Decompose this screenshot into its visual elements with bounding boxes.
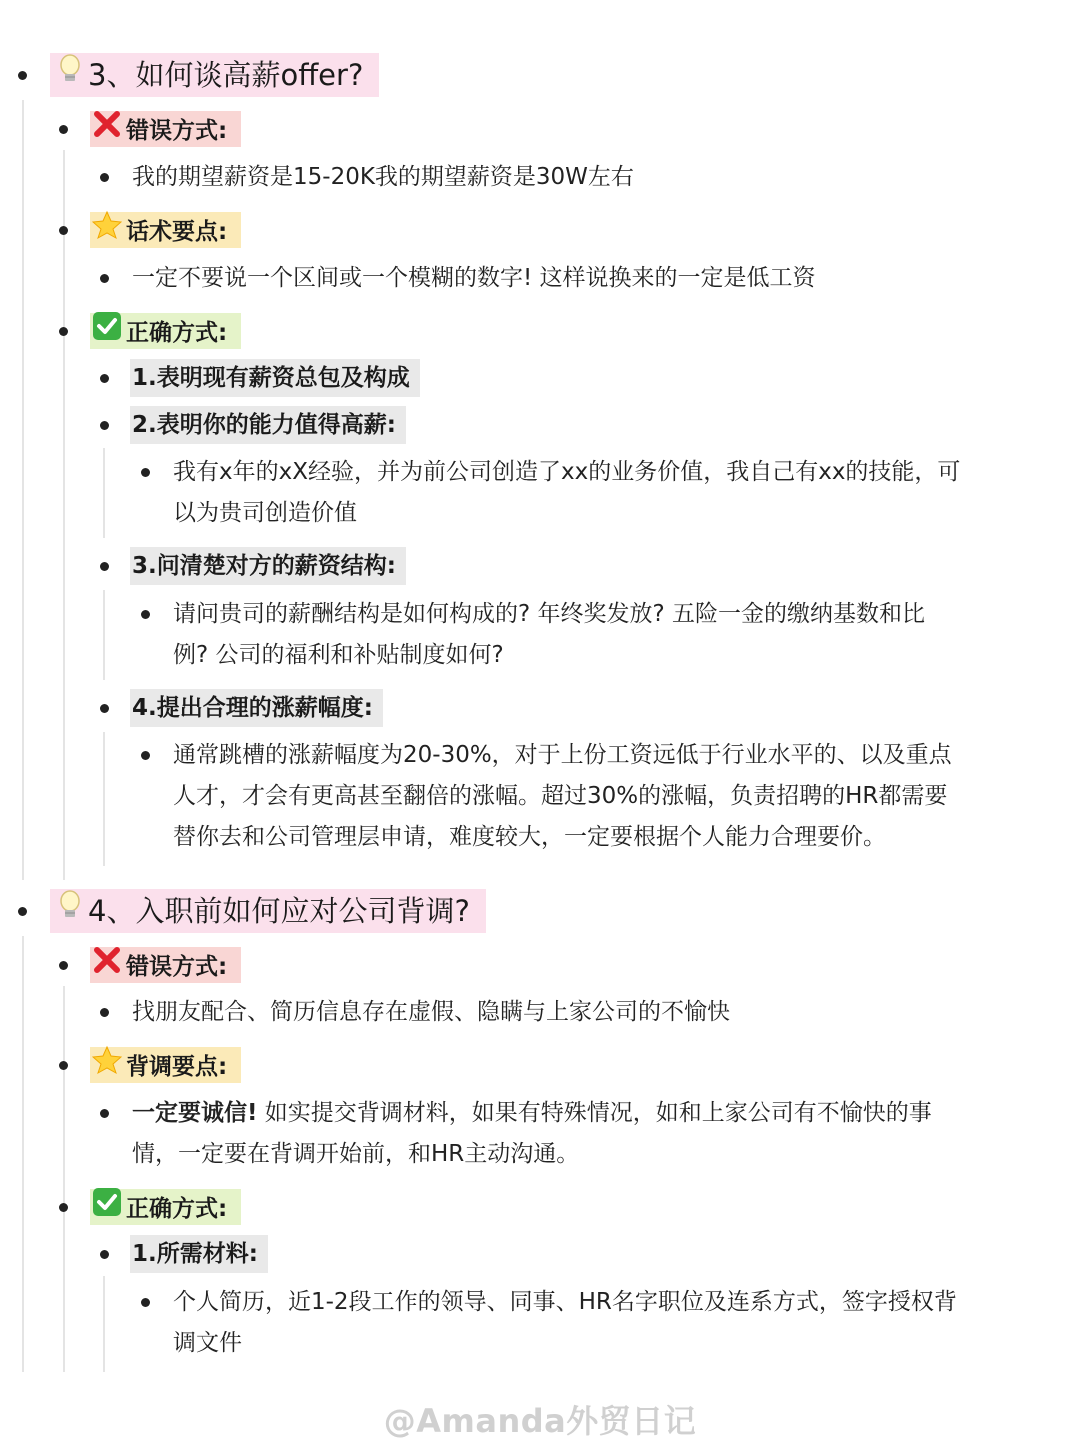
bullet xyxy=(100,704,109,713)
step-detail-line: 个人简历，近1-2段工作的领导、同事、HR名字职位及连系方式，签字授权背 xyxy=(173,1289,957,1315)
section-heading xyxy=(50,889,486,933)
step-title: 4.提出合理的涨薪幅度: xyxy=(130,689,383,727)
step-detail-line: 例? 公司的福利和补贴制度如何? xyxy=(173,642,504,668)
step-title: 1.表明现有薪资总包及构成 xyxy=(130,359,420,397)
wrong-way-label: 错误方式: xyxy=(90,111,241,147)
outline-guide xyxy=(103,1276,105,1372)
bullet xyxy=(18,907,27,916)
step-detail-line: 调文件 xyxy=(173,1330,242,1356)
step-title: 3.问清楚对方的薪资结构: xyxy=(130,547,406,585)
section-heading-text: 3、如何谈高薪offer? xyxy=(88,58,364,92)
bullet xyxy=(59,125,68,134)
section-heading-text: 4、入职前如何应对公司背调? xyxy=(88,894,470,928)
bullet xyxy=(18,71,27,80)
bullet xyxy=(100,274,109,283)
key-points-text: 一定不要说一个区间或一个模糊的数字! 这样说换来的一定是低工资 xyxy=(132,265,816,291)
bullet xyxy=(59,961,68,970)
key-points-text: 情，一定要在背调开始前，和HR主动沟通。 xyxy=(132,1141,580,1167)
right-way-label: 正确方式: xyxy=(90,313,241,349)
outline-guide xyxy=(63,986,65,1372)
watermark: @Amanda外贸日记 xyxy=(383,1402,697,1440)
bullet xyxy=(141,610,150,619)
check-mark-icon xyxy=(92,1187,122,1228)
bullet xyxy=(100,374,109,383)
step-title: 2.表明你的能力值得高薪: xyxy=(130,406,406,444)
bullet xyxy=(100,562,109,571)
bullet xyxy=(100,173,109,182)
step-detail-line: 替你去和公司管理层申请，难度较大，一定要根据个人能力合理要价。 xyxy=(173,824,886,850)
step-detail-line: 以为贵司创造价值 xyxy=(173,500,357,526)
glowing-star-icon xyxy=(92,1045,122,1086)
step-detail-line: 通常跳槽的涨薪幅度为20-30%，对于上份工资远低于行业水平的、以及重点 xyxy=(173,742,952,768)
wrong-way-text: 我的期望薪资是15-20K我的期望薪资是30W左右 xyxy=(132,164,634,190)
lightbulb-icon xyxy=(56,889,84,933)
bullet xyxy=(100,1250,109,1259)
bullet xyxy=(141,468,150,477)
section-heading xyxy=(50,53,379,97)
key-points-bold-lead: 一定要诚信! xyxy=(132,1100,258,1126)
outline-guide xyxy=(103,590,105,680)
step-detail-line: 我有x年的xX经验，并为前公司创造了xx的业务价值，我自己有xx的技能，可 xyxy=(173,459,961,485)
glowing-star-icon xyxy=(92,210,122,251)
bullet xyxy=(59,226,68,235)
lightbulb-icon xyxy=(56,53,84,97)
step-detail-line: 请问贵司的薪酬结构是如何构成的? 年终奖发放? 五险一金的缴纳基数和比 xyxy=(173,601,926,627)
cross-mark-icon xyxy=(92,109,122,150)
outline-guide xyxy=(22,936,24,1372)
check-mark-icon xyxy=(92,311,122,352)
bullet xyxy=(100,1109,109,1118)
step-title: 1.所需材料: xyxy=(130,1235,268,1273)
right-way-label: 正确方式: xyxy=(90,1189,241,1225)
bullet xyxy=(141,1298,150,1307)
wrong-way-text: 找朋友配合、简历信息存在虚假、隐瞒与上家公司的不愉快 xyxy=(132,999,730,1025)
bullet xyxy=(59,1203,68,1212)
bullet xyxy=(59,1061,68,1070)
key-points-label: 话术要点: xyxy=(90,212,241,248)
outline-guide xyxy=(63,150,65,880)
bullet xyxy=(100,421,109,430)
outline-guide xyxy=(103,448,105,538)
key-points-label: 背调要点: xyxy=(90,1047,241,1083)
key-points-text: 一定要诚信! 如实提交背调材料，如果有特殊情况，如和上家公司有不愉快的事 xyxy=(132,1100,932,1126)
bullet xyxy=(100,1008,109,1017)
cross-mark-icon xyxy=(92,945,122,986)
bullet xyxy=(59,327,68,336)
outline-guide xyxy=(103,732,105,866)
wrong-way-label: 错误方式: xyxy=(90,947,241,983)
outline-guide xyxy=(22,100,24,880)
step-detail-line: 人才，才会有更高甚至翻倍的涨幅。超过30%的涨幅，负责招聘的HR都需要 xyxy=(173,783,948,809)
bullet xyxy=(141,751,150,760)
